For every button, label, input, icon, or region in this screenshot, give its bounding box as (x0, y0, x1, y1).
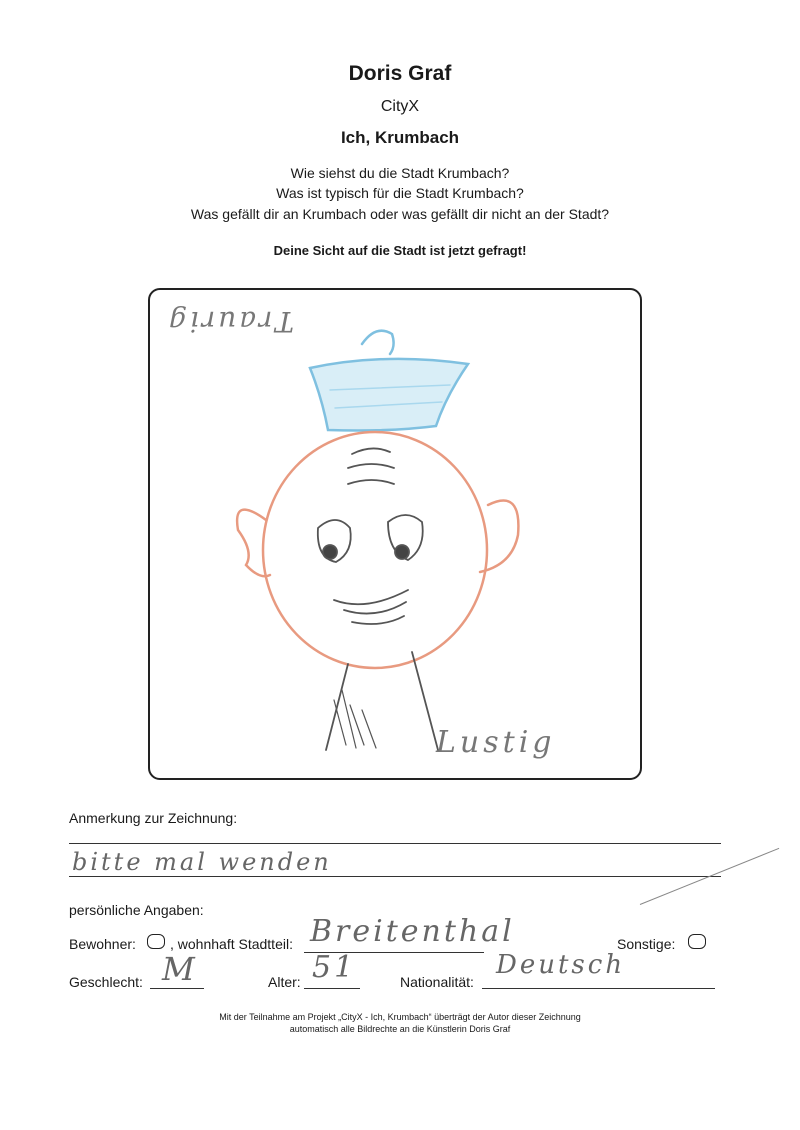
resident-checkbox[interactable] (147, 934, 165, 949)
hat-sketch (310, 331, 468, 431)
face-drawing (150, 290, 640, 778)
other-label: Sonstige: (617, 936, 676, 952)
organization-name: CityX (380, 98, 420, 115)
project-title: Ich, Krumbach (340, 128, 460, 147)
age-value[interactable]: 51 (312, 950, 357, 985)
gender-value[interactable]: M (162, 950, 198, 988)
nationality-value[interactable]: Deutsch (496, 950, 626, 980)
annotation-line-2 (69, 876, 721, 877)
gender-label: Geschlecht: (69, 974, 143, 990)
annotation-line-1 (69, 843, 721, 844)
pencil-sketch (318, 448, 438, 750)
age-label: Alter: (268, 974, 301, 990)
nationality-line (482, 988, 715, 989)
rights-notice-line-1: Mit der Teilnahme am Projekt „CityX - Ich, Krumbach“ überträgt der Autor dieser Zeichnung (219, 1012, 581, 1022)
face-outline (237, 432, 518, 668)
district-label: , wohnhaft Stadtteil: (170, 936, 293, 952)
question-3: Was gefällt dir an Krumbach oder was gefällt dir nicht an der Stadt? (190, 206, 610, 222)
nationality-label: Nationalität: (400, 974, 474, 990)
question-1: Wie siehst du die Stadt Krumbach? (290, 165, 510, 181)
question-2: Was ist typisch für die Stadt Krumbach? (276, 185, 524, 201)
rights-notice-line-2: automatisch alle Bildrechte an die Künstlerin Doris Graf (289, 1024, 511, 1034)
other-checkbox[interactable] (688, 934, 706, 949)
personal-section-label: persönliche Angaben: (69, 902, 204, 918)
gender-line (150, 988, 204, 989)
handwritten-bottom-text: Lustig (436, 725, 556, 760)
drawing-frame (148, 288, 642, 780)
age-line (304, 988, 360, 989)
district-value[interactable]: Breitenthal (310, 914, 515, 949)
annotation-label: Anmerkung zur Zeichnung: (69, 810, 238, 826)
author-name: Doris Graf (348, 62, 452, 85)
resident-label: Bewohner: (69, 936, 136, 952)
call-to-action: Deine Sicht auf die Stadt ist jetzt gefragt! (273, 243, 527, 258)
handwritten-top-text: Traurig (165, 305, 294, 338)
annotation-value[interactable]: bitte mal wenden (72, 848, 332, 876)
